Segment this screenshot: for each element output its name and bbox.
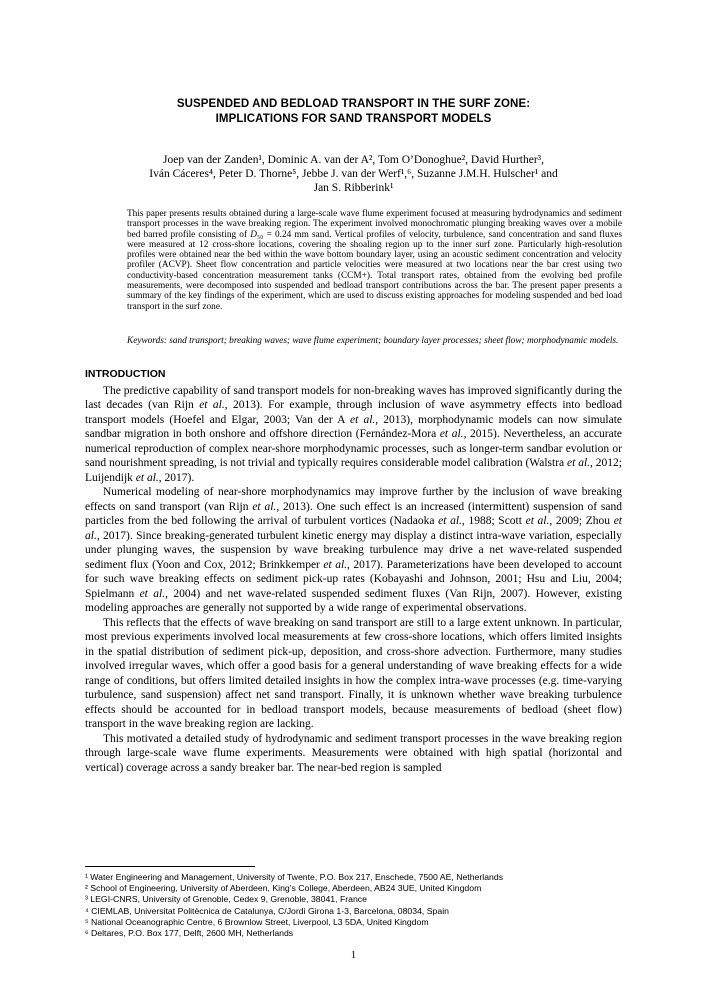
page-number: 1 — [350, 950, 357, 961]
keywords-text: Keywords: sand transport; breaking waves; wave flume experiment; boundary layer processes; sheet flow; morphodynamic models. — [127, 335, 619, 346]
footnote-1: ¹ Water Engineering and Management, University of Twente, P.O. Box 217, Enschede, 7500 AE, Netherlands — [85, 872, 504, 882]
footnote-4: ⁴ CIEMLAB, Universitat Politècnica de Catalunya, C/Jordi Girona 1-3, Barcelona, 08034, Spain — [85, 905, 449, 916]
abstract-text: This paper presents results obtained during a large-scale wave flume experiment focused at measuring hydrodynamics and sediment transport processes in the wave breaking region. The experiment involved monochromatic plunging breaking waves over a mobile bed barred profile consisting of D₅₀ = 0.24 mm sand. Vertical profiles of velocity, turbulence, sand concentration and sand fluxes were measured at 12 cross-shore locations, covering the shoaling region up to the inner surf zone. Particularly high-resolution profiles were obtained near the bed within the wave bottom boundary layer, using an acoustic sediment concentration and velocity profiler (ACVP). Sheet flow concentration and particle velocities were measured at two locations near the bar crest using two conductivity-based concentration measurement tanks (CCM+). Total transport rates, obtained from the evolving bed profile measurements, were decomposed into suspended and bedload transport contributions across the bar. The present paper presents a summary of the key findings of the experiment, which are used to discuss existing approaches for modeling suspended and bed load transport in the surf zone. — [127, 209, 622, 312]
intro-paragraph-2: Numerical modeling of near-shore morphodynamics may improve further by the inclusion of wave breaking effects on sand transport (van Rijn et al., 2013). One such effect is an increased (intermittent) suspension of sand particles from the bed following the arrival of turbulent vortices (Nadaoka et al., 1988; Scott et al., 2009; Zhou et al., 2017). Since breaking-generated turbulent kinetic energy may display a distinct intra-wave variation, especially under plunging waves, the suspension by wave breaking turbulence may drive a net wave-related suspended sediment flux (Yoon and Cox, 2012; Brinkkemper et al., 2017). Parameterizations have been developed to account for such wave breaking effects on sediment pick-up rates (Kobayashi and Johnson, 2001; Hsu and Liu, 2004; Spielmann et al., 2004) and net wave-related suspended sediment fluxes (Van Rijn, 2007). However, existing modeling approaches are generally not supported by a wide range of experimental observations. — [85, 486, 622, 615]
footnote-6: ⁶ Deltares, P.O. Box 177, Delft, 2600 MH, Netherlands — [85, 928, 294, 939]
footnote-5: ⁵ National Oceanographic Centre, 6 Brownlow Street, Liverpool, L3 5DA, United Kingdom — [85, 916, 429, 927]
footnote-separator-rule — [85, 866, 255, 867]
intro-paragraph-1: The predictive capability of sand transport models for non-breaking waves has improved significantly during the last decades (van Rijn et al., 2013). For example, through inclusion of wave asymmetry effects into bedload transport models (Hoefel and Elgar, 2003; Van der A et al., 2013), morphodynamic models can now simulate sandbar migration in both onshore and offshore direction (Fernández-Mora et al., 2015). Nevertheless, an accurate numerical reproduction of complex near-shore morphodynamic processes, such as longer-term sandbar evolution or sand nourishment spreading, is not trivial and typically requires considerable model calibration (Walstra et al., 2012; Luijendijk et al., 2017). — [85, 384, 623, 484]
section-heading-introduction: INTRODUCTION — [85, 367, 166, 380]
paper-title-line-1: SUSPENDED AND BEDLOAD TRANSPORT IN THE SURF ZONE: — [176, 98, 531, 110]
author-line-2: Iván Cáceres⁴, Peter D. Thorne⁵, Jebbe J. van der Werf¹,⁶, Suzanne J.M.H. Hulscher¹ and — [149, 168, 558, 180]
paper-title-line-2: IMPLICATIONS FOR SAND TRANSPORT MODELS — [215, 113, 492, 125]
intro-paragraph-4: This motivated a detailed study of hydrodynamic and sediment transport processes in the wave breaking region through large-scale wave flume experiments. Measurements were obtained with high spatial (horizontal and vertical) coverage across a sandy breaker bar. The near-bed region is sampled — [85, 732, 622, 774]
footnote-3: ³ LEGI-CNRS, University of Grenoble, Cedex 9, Grenoble, 38041, France — [85, 894, 367, 905]
paper-title — [85, 97, 622, 127]
footnote-2: ² School of Engineering, University of Aberdeen, King’s College, Aberdeen, AB24 3UE, United Kingdom — [85, 883, 482, 894]
footnotes-block — [85, 866, 622, 939]
page-content — [85, 0, 622, 775]
author-list — [85, 153, 622, 195]
intro-paragraph-3: This reflects that the effects of wave breaking on sand transport are still to a large extent unknown. In particular, most previous experiments involved local measurements at few cross-shore locations, which offers limited insights in the spatial distribution of sediment pick-up, deposition, and cross-shore advection. Furthermore, many studies involved irregular waves, which offer a good basis for a general understanding of wave breaking effects for a wide range of conditions, but offers limited detailed insights in how the complex intra-wave processes (e.g. time-varying turbulence, sand suspension) affect net sand transport. Finally, it is unknown whether wave breaking turbulence effects should be accounted for in bedload transport models, because measurements of bedload (sheet flow) transport in the wave breaking region are lacking. — [85, 616, 622, 731]
author-line-3: Jan S. Ribberink¹ — [313, 182, 394, 194]
author-line-1: Joep van der Zanden¹, Dominic A. van der A², Tom O’Donoghue², David Hurther³, — [162, 154, 544, 166]
